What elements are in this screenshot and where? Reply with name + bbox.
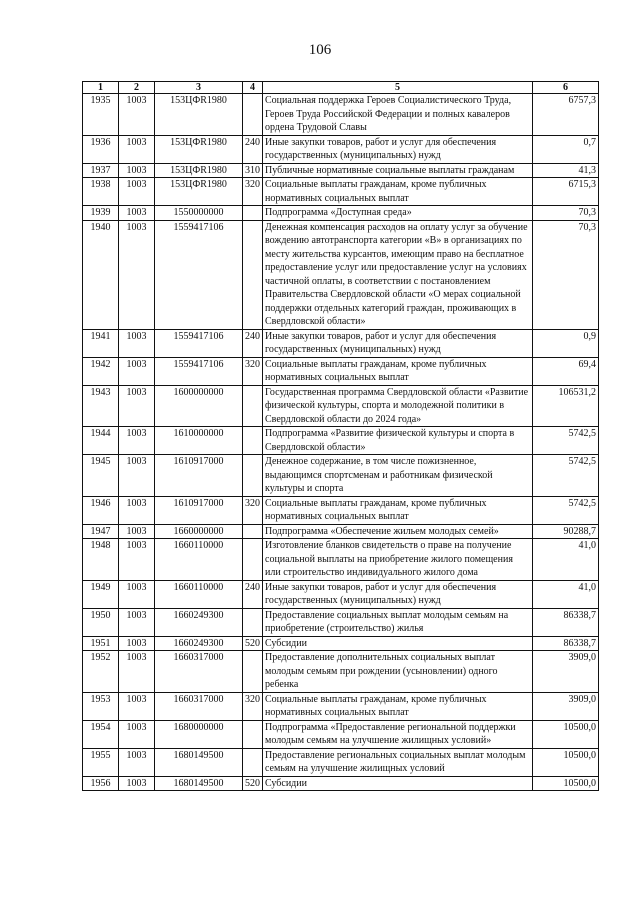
description-cell: Субсидии: [263, 776, 533, 791]
target-article-cell: 1600000000: [155, 385, 243, 427]
amount-cell: 5742,5: [533, 496, 599, 524]
expense-type-cell: [243, 427, 263, 455]
description-cell: Предоставление социальных выплат молодым семьям на приобретение (строительство) жилья: [263, 608, 533, 636]
row-number-cell: 1949: [83, 580, 119, 608]
row-number-cell: 1939: [83, 206, 119, 221]
row-number-cell: 1945: [83, 455, 119, 497]
section-code-cell: 1003: [119, 178, 155, 206]
amount-cell: 10500,0: [533, 720, 599, 748]
expense-type-cell: 320: [243, 496, 263, 524]
expense-type-cell: 320: [243, 692, 263, 720]
table-body: [83, 94, 599, 791]
section-code-cell: 1003: [119, 651, 155, 693]
description-cell: Иные закупки товаров, работ и услуг для обеспечения государственных (муниципальных) нужд: [263, 580, 533, 608]
row-number-cell: 1942: [83, 357, 119, 385]
amount-cell: 6715,3: [533, 178, 599, 206]
row-number-cell: 1947: [83, 524, 119, 539]
budget-table: [82, 81, 599, 791]
expense-type-cell: 310: [243, 163, 263, 178]
section-code-cell: 1003: [119, 385, 155, 427]
target-article-cell: 1680149500: [155, 776, 243, 791]
target-article-cell: 1559417106: [155, 357, 243, 385]
row-number-cell: 1954: [83, 720, 119, 748]
section-code-cell: 1003: [119, 94, 155, 136]
section-code-cell: 1003: [119, 329, 155, 357]
expense-type-cell: [243, 220, 263, 329]
amount-cell: 3909,0: [533, 651, 599, 693]
row-number-cell: 1953: [83, 692, 119, 720]
expense-type-cell: [243, 385, 263, 427]
section-code-cell: 1003: [119, 748, 155, 776]
amount-cell: 0,7: [533, 135, 599, 163]
row-number-cell: 1952: [83, 651, 119, 693]
target-article-cell: 1550000000: [155, 206, 243, 221]
expense-type-cell: [243, 651, 263, 693]
expense-type-cell: [243, 524, 263, 539]
table-row: [83, 455, 599, 497]
section-code-cell: 1003: [119, 720, 155, 748]
target-article-cell: 1660110000: [155, 580, 243, 608]
amount-cell: 86338,7: [533, 636, 599, 651]
expense-type-cell: [243, 206, 263, 221]
page-number: 106: [308, 42, 332, 58]
table-row: [83, 651, 599, 693]
row-number-cell: 1944: [83, 427, 119, 455]
table-row: [83, 720, 599, 748]
target-article-cell: 153ЦФR1980: [155, 163, 243, 178]
section-code-cell: 1003: [119, 427, 155, 455]
amount-cell: 70,3: [533, 206, 599, 221]
table-row: [83, 636, 599, 651]
table-row: [83, 178, 599, 206]
target-article-cell: 1680000000: [155, 720, 243, 748]
table-row: [83, 539, 599, 581]
column-header: 1: [83, 82, 119, 94]
description-cell: Социальные выплаты гражданам, кроме публичных нормативных социальных выплат: [263, 357, 533, 385]
row-number-cell: 1951: [83, 636, 119, 651]
row-number-cell: 1941: [83, 329, 119, 357]
amount-cell: 5742,5: [533, 455, 599, 497]
description-cell: Предоставление региональных социальных выплат молодым семьям на улучшение жилищных условий: [263, 748, 533, 776]
description-cell: Субсидии: [263, 636, 533, 651]
section-code-cell: 1003: [119, 524, 155, 539]
table-row: [83, 385, 599, 427]
description-cell: Социальные выплаты гражданам, кроме публичных нормативных социальных выплат: [263, 496, 533, 524]
target-article-cell: 1610917000: [155, 455, 243, 497]
section-code-cell: 1003: [119, 776, 155, 791]
expense-type-cell: [243, 539, 263, 581]
description-cell: Денежное содержание, в том числе пожизненное, выдающимся спортсменам и работникам физической культуры и спорта: [263, 455, 533, 497]
target-article-cell: 1660317000: [155, 692, 243, 720]
expense-type-cell: 240: [243, 580, 263, 608]
column-header: 5: [263, 82, 533, 94]
expense-type-cell: 240: [243, 135, 263, 163]
section-code-cell: 1003: [119, 135, 155, 163]
description-cell: Публичные нормативные социальные выплаты гражданам: [263, 163, 533, 178]
amount-cell: 3909,0: [533, 692, 599, 720]
amount-cell: 10500,0: [533, 776, 599, 791]
description-cell: Подпрограмма «Доступная среда»: [263, 206, 533, 221]
table-row: [83, 496, 599, 524]
table-row: [83, 776, 599, 791]
row-number-cell: 1938: [83, 178, 119, 206]
table-row: [83, 580, 599, 608]
target-article-cell: 1660000000: [155, 524, 243, 539]
amount-cell: 41,0: [533, 539, 599, 581]
target-article-cell: 1660110000: [155, 539, 243, 581]
description-cell: Социальные выплаты гражданам, кроме публичных нормативных социальных выплат: [263, 178, 533, 206]
expense-type-cell: [243, 720, 263, 748]
target-article-cell: 1559417106: [155, 329, 243, 357]
expense-type-cell: 320: [243, 357, 263, 385]
table-row: [83, 748, 599, 776]
section-code-cell: 1003: [119, 163, 155, 178]
amount-cell: 69,4: [533, 357, 599, 385]
section-code-cell: 1003: [119, 539, 155, 581]
row-number-cell: 1935: [83, 94, 119, 136]
description-cell: Социальные выплаты гражданам, кроме публичных нормативных социальных выплат: [263, 692, 533, 720]
section-code-cell: 1003: [119, 455, 155, 497]
section-code-cell: 1003: [119, 220, 155, 329]
table-row: [83, 524, 599, 539]
target-article-cell: 153ЦФR1980: [155, 178, 243, 206]
table-row: [83, 608, 599, 636]
row-number-cell: 1940: [83, 220, 119, 329]
column-header: 4: [243, 82, 263, 94]
amount-cell: 10500,0: [533, 748, 599, 776]
table-row: [83, 206, 599, 221]
column-header: 3: [155, 82, 243, 94]
amount-cell: 90288,7: [533, 524, 599, 539]
table-row: [83, 94, 599, 136]
table-row: [83, 163, 599, 178]
row-number-cell: 1937: [83, 163, 119, 178]
target-article-cell: 153ЦФR1980: [155, 135, 243, 163]
table-row: [83, 427, 599, 455]
amount-cell: 86338,7: [533, 608, 599, 636]
table-row: [83, 135, 599, 163]
description-cell: Денежная компенсация расходов на оплату услуг за обучение вождению автотранспорта категории «В» в организациях по месту жительства курсантов, имеющим право на бесплатное предоставление услуг или предоставление услуг на условиях частичной оплаты, в соответствии с постановлением Правительства Свердловской области «О мерах социальной поддержки отдельных категорий граждан, проживающих в Свердловской области»: [263, 220, 533, 329]
section-code-cell: 1003: [119, 496, 155, 524]
section-code-cell: 1003: [119, 636, 155, 651]
amount-cell: 70,3: [533, 220, 599, 329]
section-code-cell: 1003: [119, 206, 155, 221]
expense-type-cell: 320: [243, 178, 263, 206]
description-cell: Социальная поддержка Героев Социалистического Труда, Героев Труда Российской Федерации и полных кавалеров ордена Трудовой Славы: [263, 94, 533, 136]
expense-type-cell: [243, 608, 263, 636]
row-number-cell: 1955: [83, 748, 119, 776]
amount-cell: 6757,3: [533, 94, 599, 136]
amount-cell: 41,3: [533, 163, 599, 178]
description-cell: Подпрограмма «Предоставление региональной поддержки молодым семьям на улучшение жилищных условий»: [263, 720, 533, 748]
expense-type-cell: 240: [243, 329, 263, 357]
description-cell: Государственная программа Свердловской области «Развитие физической культуры, спорта и молодежной политики в Свердловской области до 2024 года»: [263, 385, 533, 427]
row-number-cell: 1950: [83, 608, 119, 636]
section-code-cell: 1003: [119, 580, 155, 608]
amount-cell: 0,9: [533, 329, 599, 357]
header-row: [83, 82, 599, 94]
table-row: [83, 357, 599, 385]
target-article-cell: 153ЦФR1980: [155, 94, 243, 136]
amount-cell: 41,0: [533, 580, 599, 608]
expense-type-cell: [243, 94, 263, 136]
column-header: 2: [119, 82, 155, 94]
description-cell: Изготовление бланков свидетельств о праве на получение социальной выплаты на приобретение жилого помещения или строительство индивидуального жилого дома: [263, 539, 533, 581]
description-cell: Иные закупки товаров, работ и услуг для обеспечения государственных (муниципальных) нужд: [263, 135, 533, 163]
description-cell: Предоставление дополнительных социальных выплат молодым семьям при рождении (усыновлении) одного ребенка: [263, 651, 533, 693]
table-row: [83, 220, 599, 329]
row-number-cell: 1956: [83, 776, 119, 791]
expense-type-cell: [243, 748, 263, 776]
row-number-cell: 1943: [83, 385, 119, 427]
target-article-cell: 1610917000: [155, 496, 243, 524]
table-row: [83, 692, 599, 720]
target-article-cell: 1660249300: [155, 636, 243, 651]
amount-cell: 5742,5: [533, 427, 599, 455]
expense-type-cell: 520: [243, 636, 263, 651]
target-article-cell: 1680149500: [155, 748, 243, 776]
expense-type-cell: 520: [243, 776, 263, 791]
target-article-cell: 1559417106: [155, 220, 243, 329]
section-code-cell: 1003: [119, 357, 155, 385]
amount-cell: 106531,2: [533, 385, 599, 427]
target-article-cell: 1660317000: [155, 651, 243, 693]
row-number-cell: 1948: [83, 539, 119, 581]
description-cell: Иные закупки товаров, работ и услуг для обеспечения государственных (муниципальных) нужд: [263, 329, 533, 357]
description-cell: Подпрограмма «Обеспечение жильем молодых семей»: [263, 524, 533, 539]
row-number-cell: 1936: [83, 135, 119, 163]
target-article-cell: 1610000000: [155, 427, 243, 455]
target-article-cell: 1660249300: [155, 608, 243, 636]
description-cell: Подпрограмма «Развитие физической культуры и спорта в Свердловской области»: [263, 427, 533, 455]
section-code-cell: 1003: [119, 692, 155, 720]
section-code-cell: 1003: [119, 608, 155, 636]
table-row: [83, 329, 599, 357]
row-number-cell: 1946: [83, 496, 119, 524]
column-header: 6: [533, 82, 599, 94]
expense-type-cell: [243, 455, 263, 497]
